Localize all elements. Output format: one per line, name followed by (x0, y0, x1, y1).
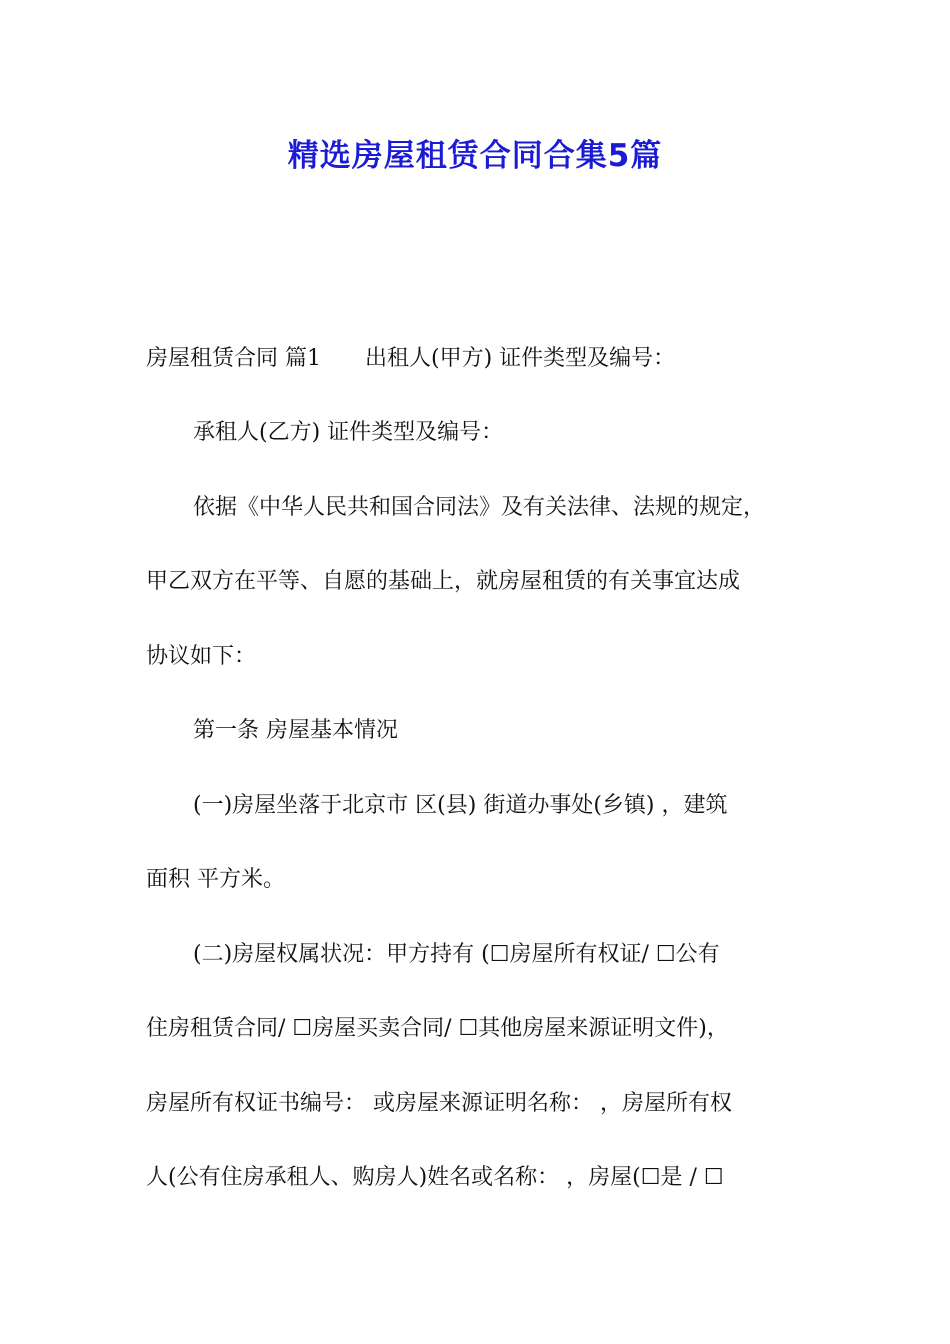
paragraph-line: 甲乙双方在平等、自愿的基础上，就房屋租赁的有关事宜达成 (146, 569, 741, 594)
lessee-line: 承租人(乙方) 证件类型及编号： (193, 420, 504, 445)
paragraph-line: 协议如下： (146, 644, 257, 669)
paragraph-line: 房屋所有权证书编号： 或房屋来源证明名称： ，房屋所有权 (146, 1091, 732, 1116)
paragraph-line: 面积 平方米。 (146, 867, 285, 892)
section-label: 房屋租赁合同 篇1 (146, 346, 321, 371)
paragraph-line: 人(公有住房承租人、购房人)姓名或名称： ，房屋(☐是 / ☐ (146, 1165, 724, 1190)
paragraph-line: 依据《中华人民共和国合同法》及有关法律、法规的规定， (193, 495, 766, 520)
paragraph-line: 住房租赁合同/ ☐房屋买卖合同/ ☐其他房屋来源证明文件)， (146, 1016, 729, 1041)
article-heading: 第一条 房屋基本情况 (193, 718, 398, 743)
paragraph-line: (二)房屋权属状况：甲方持有 (☐房屋所有权证/ ☐公有 (193, 942, 720, 967)
section-heading-line (146, 344, 816, 374)
lessor-line: 出租人(甲方) 证件类型及编号： (365, 346, 676, 371)
document-title: 精选房屋租赁合同合集5篇 (287, 138, 663, 174)
paragraph-line: (一)房屋坐落于北京市 区(县) 街道办事处(乡镇) ，建筑 (193, 793, 728, 818)
